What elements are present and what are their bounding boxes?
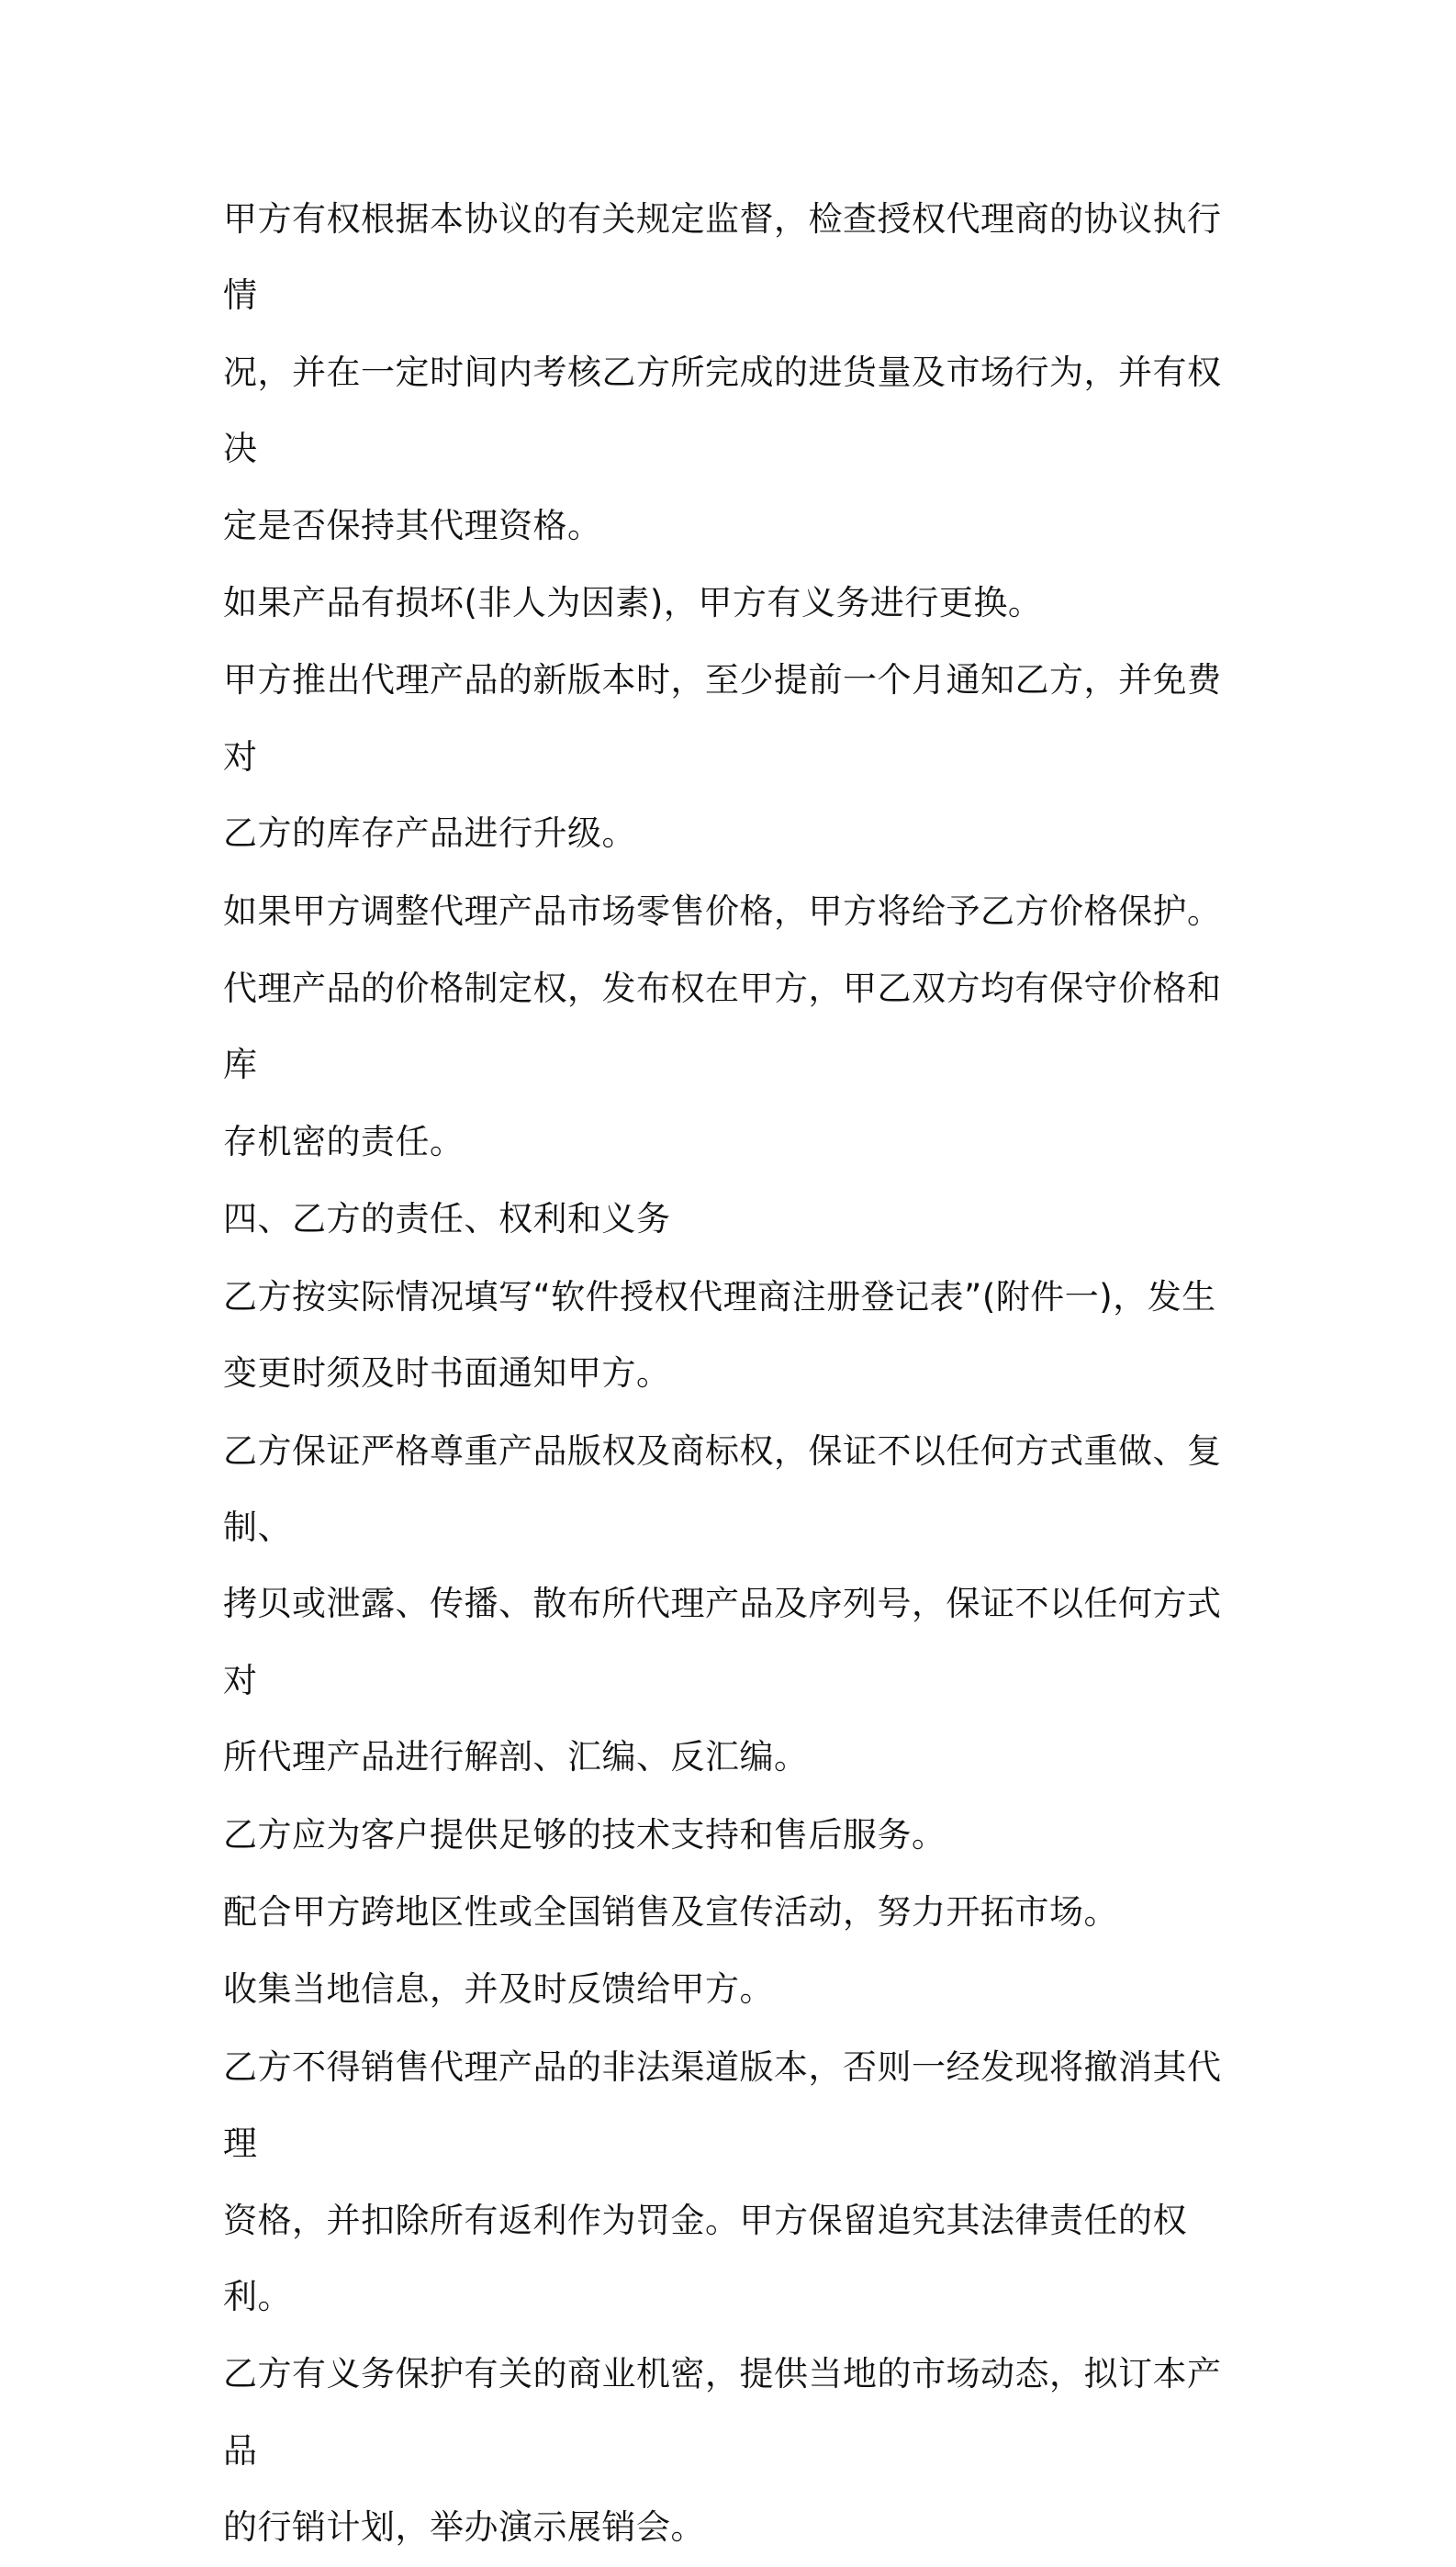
paragraph-supervision-rights: 甲方有权根据本协议的有关规定监督，检查授权代理商的协议执行情 况，并在一定时间内考核乙方所完成的进货量及市场行为，并有权决 定是否保持其代理资格。 xyxy=(223,199,1222,545)
paragraph-customer-support: 乙方应为客户提供足够的技术支持和售后服务。 xyxy=(223,1814,946,1855)
paragraph-illegal-channels: 乙方不得销售代理产品的非法渠道版本，否则一经发现将撤消其代理 资格，并扣除所有返利作为罚金。甲方保留追究其法律责任的权利。 xyxy=(223,2046,1222,2316)
document-body xyxy=(223,181,1251,2567)
paragraph-pricing-authority: 代理产品的价格制定权，发布权在甲方，甲乙双方均有保守价格和库 存机密的责任。 xyxy=(223,969,1222,1161)
paragraph-marketing-cooperation: 配合甲方跨地区性或全国销售及宣传活动，努力开拓市场。 xyxy=(223,1891,1118,1932)
section-heading-party-b-duties: 四、乙方的责任、权利和义务 xyxy=(223,1199,671,1239)
paragraph-local-feedback: 收集当地信息，并及时反馈给甲方。 xyxy=(223,1969,774,2010)
paragraph-copyright-protection: 乙方保证严格尊重产品版权及商标权，保证不以任何方式重做、复制、 拷贝或泄露、传播、散布所代理产品及序列号，保证不以任何方式对 所代理产品进行解剖、汇编、反汇编。 xyxy=(223,1430,1222,1777)
paragraph-registration-form: 乙方按实际情况填写“软件授权代理商注册登记表”(附件一)，发生 变更时须及时书面通知甲方。 xyxy=(223,1276,1216,1394)
paragraph-price-protection: 如果甲方调整代理产品市场零售价格，甲方将给予乙方价格保护。 xyxy=(223,891,1222,931)
paragraph-confidentiality: 乙方有义务保护有关的商业机密，提供当地的市场动态，拟订本产品 的行销计划，举办演示展销会。 xyxy=(223,2354,1222,2548)
paragraph-product-replacement: 如果产品有损坏(非人为因素)，甲方有义务进行更换。 xyxy=(223,583,1043,623)
paragraph-new-version-upgrade: 甲方推出代理产品的新版本时，至少提前一个月通知乙方，并免费对 乙方的库存产品进行升级。 xyxy=(223,660,1222,854)
